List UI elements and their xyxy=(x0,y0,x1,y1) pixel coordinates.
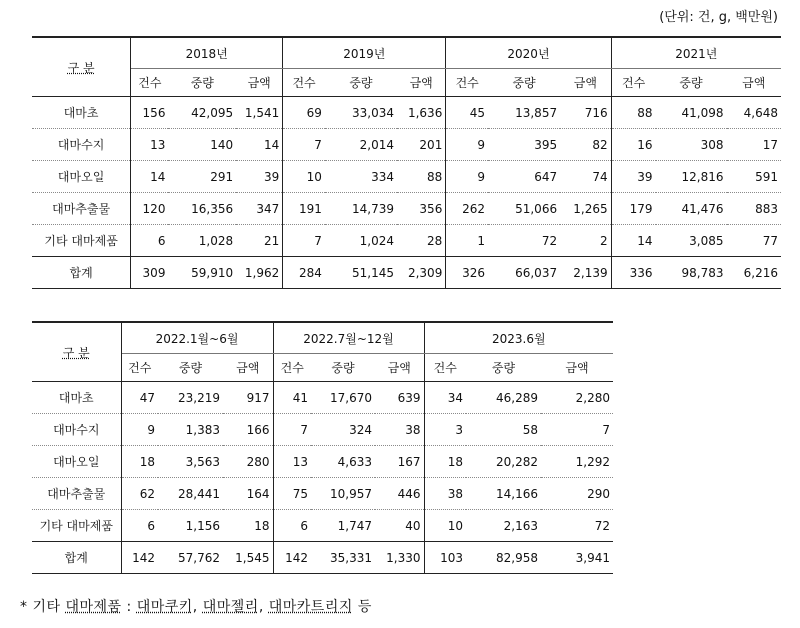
footnote: * 기타 대마제품 : 대마쿠키, 대마젤리, 대마카트리지 등 xyxy=(20,599,372,615)
weight-cell: 647 xyxy=(488,161,560,193)
count-cell: 10 xyxy=(283,161,325,193)
count-cell: 39 xyxy=(611,161,655,193)
weight-cell: 16,356 xyxy=(168,193,236,225)
count-header: 건수 xyxy=(424,354,466,382)
weight-cell: 20,282 xyxy=(466,446,541,478)
count-cell: 103 xyxy=(424,542,466,574)
table-row xyxy=(32,129,781,161)
weight-header: 중량 xyxy=(158,354,223,382)
count-cell: 142 xyxy=(273,542,311,574)
count-cell: 9 xyxy=(121,414,158,446)
weight-cell: 324 xyxy=(311,414,375,446)
amount-cell: 82 xyxy=(560,129,611,161)
weight-cell: 308 xyxy=(656,129,727,161)
amount-cell: 3,941 xyxy=(541,542,613,574)
weight-cell: 395 xyxy=(488,129,560,161)
amount-cell: 591 xyxy=(727,161,781,193)
count-header: 건수 xyxy=(611,69,655,97)
weight-header: 중량 xyxy=(168,69,236,97)
weight-cell: 10,957 xyxy=(311,478,375,510)
amount-header: 금액 xyxy=(541,354,613,382)
footnote-item: 대마젤리 xyxy=(202,599,259,615)
amount-header: 금액 xyxy=(560,69,611,97)
period-header: 2022.7월~12월 xyxy=(273,322,424,354)
footnote-suffix: 등 xyxy=(352,599,372,615)
amount-header: 금액 xyxy=(236,69,283,97)
count-cell: 10 xyxy=(424,510,466,542)
count-header: 건수 xyxy=(446,69,488,97)
amount-header: 금액 xyxy=(727,69,781,97)
weight-cell: 66,037 xyxy=(488,257,560,289)
amount-cell: 639 xyxy=(375,382,424,414)
weight-cell: 82,958 xyxy=(466,542,541,574)
table-row xyxy=(32,414,613,446)
weight-cell: 1,024 xyxy=(325,225,397,257)
table-row xyxy=(32,478,613,510)
count-cell: 16 xyxy=(611,129,655,161)
table-row xyxy=(32,510,613,542)
count-cell: 18 xyxy=(121,446,158,478)
amount-header: 금액 xyxy=(223,354,273,382)
weight-cell: 33,034 xyxy=(325,97,397,129)
amount-cell: 21 xyxy=(236,225,283,257)
total-row xyxy=(32,257,781,289)
amount-cell: 7 xyxy=(541,414,613,446)
amount-cell: 290 xyxy=(541,478,613,510)
amount-cell: 167 xyxy=(375,446,424,478)
amount-cell: 40 xyxy=(375,510,424,542)
count-cell: 120 xyxy=(131,193,169,225)
table-row xyxy=(32,97,781,129)
weight-cell: 41,098 xyxy=(656,97,727,129)
count-cell: 88 xyxy=(611,97,655,129)
count-cell: 14 xyxy=(611,225,655,257)
amount-cell: 88 xyxy=(397,161,446,193)
count-cell: 6 xyxy=(273,510,311,542)
count-cell: 13 xyxy=(131,129,169,161)
weight-cell: 23,219 xyxy=(158,382,223,414)
count-cell: 179 xyxy=(611,193,655,225)
weight-cell: 3,085 xyxy=(656,225,727,257)
weight-header: 중량 xyxy=(656,69,727,97)
weight-cell: 51,066 xyxy=(488,193,560,225)
row-label: 대마오일 xyxy=(32,446,121,478)
period-header: 2022.1월~6월 xyxy=(121,322,273,354)
year-header: 2018년 xyxy=(131,37,283,69)
count-cell: 6 xyxy=(131,225,169,257)
count-cell: 262 xyxy=(446,193,488,225)
amount-cell: 2,280 xyxy=(541,382,613,414)
weight-cell: 1,383 xyxy=(158,414,223,446)
amount-cell: 164 xyxy=(223,478,273,510)
count-cell: 47 xyxy=(121,382,158,414)
weight-header: 중량 xyxy=(311,354,375,382)
amount-cell: 74 xyxy=(560,161,611,193)
table-row xyxy=(32,382,613,414)
count-cell: 3 xyxy=(424,414,466,446)
count-cell: 7 xyxy=(273,414,311,446)
weight-cell: 57,762 xyxy=(158,542,223,574)
count-cell: 14 xyxy=(131,161,169,193)
count-cell: 156 xyxy=(131,97,169,129)
count-cell: 336 xyxy=(611,257,655,289)
amount-cell: 2,309 xyxy=(397,257,446,289)
weight-cell: 13,857 xyxy=(488,97,560,129)
weight-cell: 46,289 xyxy=(466,382,541,414)
weight-cell: 14,739 xyxy=(325,193,397,225)
weight-cell: 140 xyxy=(168,129,236,161)
table-row xyxy=(32,225,781,257)
weight-cell: 98,783 xyxy=(656,257,727,289)
count-cell: 41 xyxy=(273,382,311,414)
amount-cell: 1,265 xyxy=(560,193,611,225)
count-cell: 7 xyxy=(283,129,325,161)
weight-cell: 14,166 xyxy=(466,478,541,510)
row-label: 대마수지 xyxy=(32,129,131,161)
weight-cell: 2,163 xyxy=(466,510,541,542)
amount-cell: 347 xyxy=(236,193,283,225)
row-label: 대마수지 xyxy=(32,414,121,446)
weight-cell: 28,441 xyxy=(158,478,223,510)
count-cell: 9 xyxy=(446,161,488,193)
amount-cell: 72 xyxy=(541,510,613,542)
weight-cell: 3,563 xyxy=(158,446,223,478)
corner-label: 구 분 xyxy=(32,37,131,97)
count-cell: 75 xyxy=(273,478,311,510)
count-cell: 1 xyxy=(446,225,488,257)
amount-cell: 280 xyxy=(223,446,273,478)
weight-cell: 17,670 xyxy=(311,382,375,414)
table-row xyxy=(32,193,781,225)
weight-cell: 334 xyxy=(325,161,397,193)
amount-cell: 77 xyxy=(727,225,781,257)
amount-cell: 39 xyxy=(236,161,283,193)
count-cell: 62 xyxy=(121,478,158,510)
count-cell: 13 xyxy=(273,446,311,478)
amount-cell: 1,292 xyxy=(541,446,613,478)
count-header: 건수 xyxy=(273,354,311,382)
weight-cell: 72 xyxy=(488,225,560,257)
footnote-item: 대마쿠키 xyxy=(136,599,193,615)
amount-cell: 716 xyxy=(560,97,611,129)
weight-cell: 35,331 xyxy=(311,542,375,574)
row-label: 대마오일 xyxy=(32,161,131,193)
count-cell: 191 xyxy=(283,193,325,225)
count-cell: 142 xyxy=(121,542,158,574)
amount-cell: 1,541 xyxy=(236,97,283,129)
row-label: 대마초 xyxy=(32,97,131,129)
count-header: 건수 xyxy=(283,69,325,97)
total-row xyxy=(32,542,613,574)
weight-cell: 51,145 xyxy=(325,257,397,289)
count-cell: 7 xyxy=(283,225,325,257)
amount-cell: 883 xyxy=(727,193,781,225)
header-row-metrics xyxy=(32,69,781,97)
amount-cell: 14 xyxy=(236,129,283,161)
weight-cell: 58 xyxy=(466,414,541,446)
count-cell: 6 xyxy=(121,510,158,542)
amount-cell: 4,648 xyxy=(727,97,781,129)
header-row-years xyxy=(32,37,781,69)
row-label: 기타 대마제품 xyxy=(32,225,131,257)
amount-cell: 201 xyxy=(397,129,446,161)
weight-cell: 1,028 xyxy=(168,225,236,257)
row-label: 합계 xyxy=(32,542,121,574)
amount-header: 금액 xyxy=(375,354,424,382)
weight-cell: 1,747 xyxy=(311,510,375,542)
amount-cell: 17 xyxy=(727,129,781,161)
amount-cell: 1,962 xyxy=(236,257,283,289)
row-label: 대마추출물 xyxy=(32,478,121,510)
amount-cell: 38 xyxy=(375,414,424,446)
cannabis-seizure-table-2022-2023 xyxy=(32,321,613,574)
amount-cell: 1,545 xyxy=(223,542,273,574)
corner-label: 구 분 xyxy=(32,322,121,382)
table-row xyxy=(32,161,781,193)
weight-cell: 41,476 xyxy=(656,193,727,225)
weight-cell: 1,156 xyxy=(158,510,223,542)
cannabis-seizure-table-2018-2021 xyxy=(32,36,781,289)
weight-cell: 42,095 xyxy=(168,97,236,129)
count-cell: 38 xyxy=(424,478,466,510)
amount-cell: 166 xyxy=(223,414,273,446)
year-header: 2021년 xyxy=(611,37,781,69)
amount-cell: 446 xyxy=(375,478,424,510)
amount-cell: 6,216 xyxy=(727,257,781,289)
weight-cell: 2,014 xyxy=(325,129,397,161)
amount-cell: 356 xyxy=(397,193,446,225)
amount-cell: 917 xyxy=(223,382,273,414)
weight-cell: 59,910 xyxy=(168,257,236,289)
row-label: 대마추출물 xyxy=(32,193,131,225)
count-header: 건수 xyxy=(121,354,158,382)
row-label: 기타 대마제품 xyxy=(32,510,121,542)
count-cell: 45 xyxy=(446,97,488,129)
count-cell: 284 xyxy=(283,257,325,289)
amount-cell: 2,139 xyxy=(560,257,611,289)
row-label: 대마초 xyxy=(32,382,121,414)
weight-cell: 4,633 xyxy=(311,446,375,478)
weight-cell: 12,816 xyxy=(656,161,727,193)
year-header: 2019년 xyxy=(283,37,446,69)
count-cell: 9 xyxy=(446,129,488,161)
footnote-prefix: * 기타 xyxy=(20,599,66,615)
weight-header: 중량 xyxy=(488,69,560,97)
weight-header: 중량 xyxy=(325,69,397,97)
footnote-item: 대마카트리지 xyxy=(268,599,353,615)
count-cell: 34 xyxy=(424,382,466,414)
row-label: 합계 xyxy=(32,257,131,289)
unit-note: (단위: 건, g, 백만원) xyxy=(659,10,778,25)
count-header: 건수 xyxy=(131,69,169,97)
amount-cell: 2 xyxy=(560,225,611,257)
count-cell: 18 xyxy=(424,446,466,478)
count-cell: 309 xyxy=(131,257,169,289)
year-header: 2020년 xyxy=(446,37,611,69)
header-row-periods xyxy=(32,322,613,354)
amount-header: 금액 xyxy=(397,69,446,97)
footnote-term: 대마제품 xyxy=(65,599,122,615)
amount-cell: 1,330 xyxy=(375,542,424,574)
amount-cell: 1,636 xyxy=(397,97,446,129)
amount-cell: 28 xyxy=(397,225,446,257)
period-header: 2023.6월 xyxy=(424,322,613,354)
count-cell: 69 xyxy=(283,97,325,129)
amount-cell: 18 xyxy=(223,510,273,542)
footnote-sep: : xyxy=(121,599,137,615)
table-row xyxy=(32,446,613,478)
count-cell: 326 xyxy=(446,257,488,289)
weight-header: 중량 xyxy=(466,354,541,382)
weight-cell: 291 xyxy=(168,161,236,193)
